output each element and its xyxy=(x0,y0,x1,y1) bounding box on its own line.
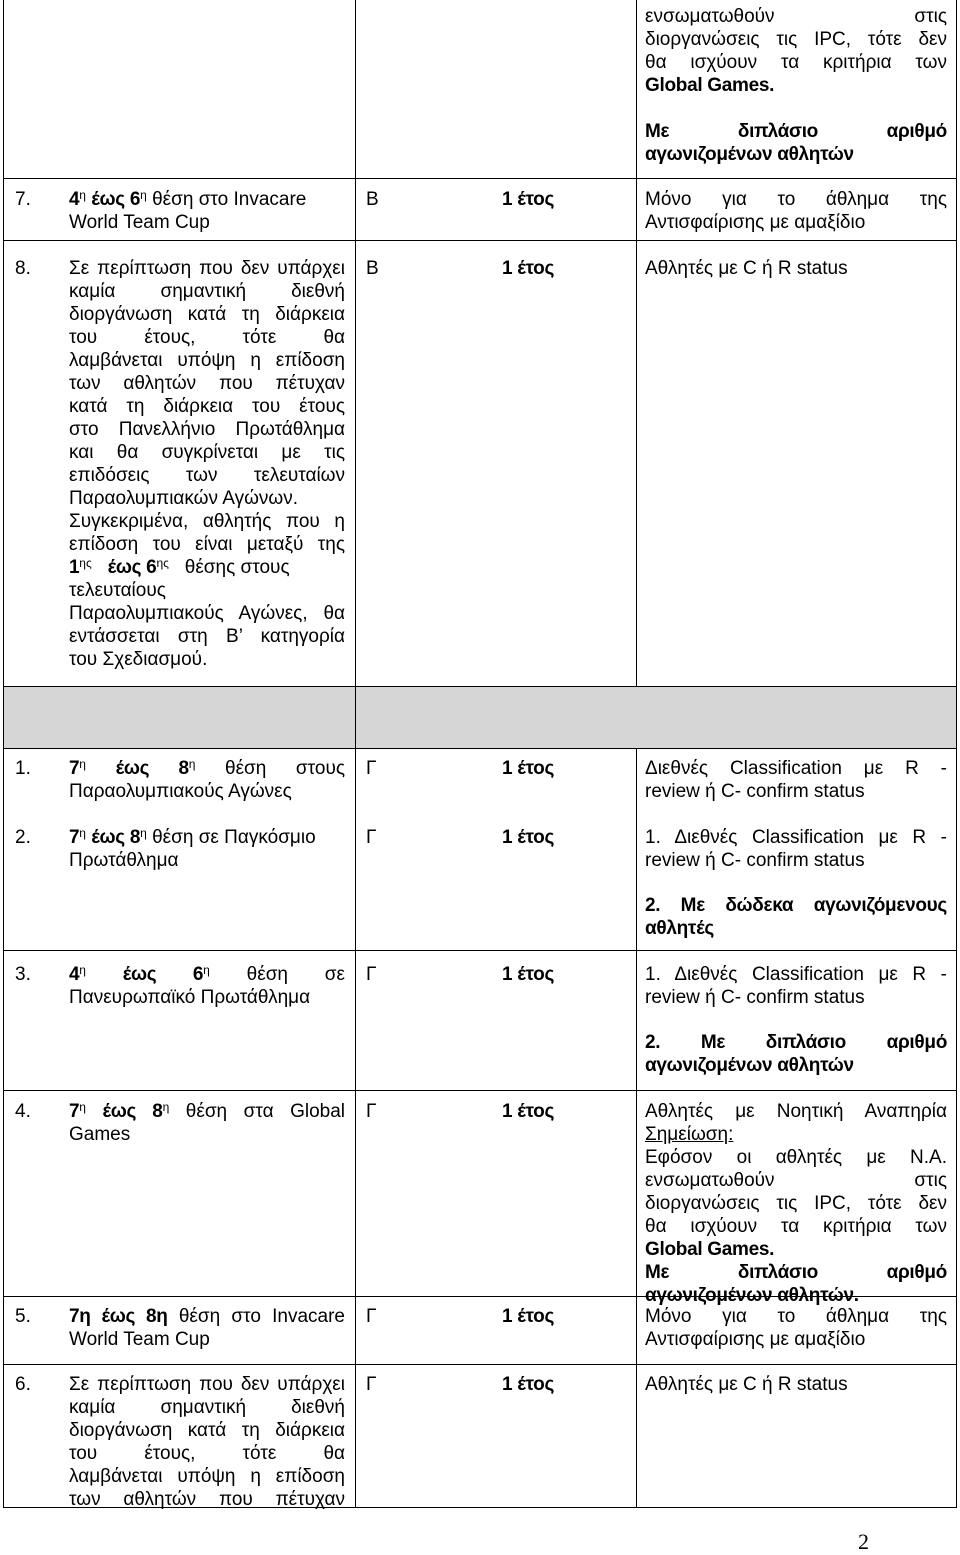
category-cell: Β xyxy=(366,258,379,279)
duration-cell: 1 έτος xyxy=(502,964,555,985)
criterion-line: των αθλητών που πέτυχαν xyxy=(69,1489,345,1510)
notes-line: 1. Διεθνές Classification με R - xyxy=(645,827,947,848)
row-divider xyxy=(3,240,957,241)
category-cell: Γ xyxy=(366,964,377,985)
criterion-line: Παραολυμπιακούς Αγώνες, θα xyxy=(69,603,345,624)
notes-line: 1. Διεθνές Classification με R - xyxy=(645,964,947,985)
criterion-bold: 7 xyxy=(69,827,80,848)
superscript: η xyxy=(203,963,210,977)
duration-cell: 1 έτος xyxy=(502,758,555,779)
criterion-text xyxy=(69,1305,345,1328)
section-separator-band xyxy=(4,686,956,748)
duration-cell: 1 έτος xyxy=(502,827,555,848)
notes-line: διοργανώσεις τις IPC, τότε δεν xyxy=(645,29,947,50)
criterion-line: καμία σημαντική διεθνή xyxy=(69,1397,345,1418)
criterion-bold: 1 xyxy=(69,557,80,578)
notes-line: review ή C- confirm status xyxy=(645,850,865,871)
criterion-line: του έτους, τότε θα xyxy=(69,327,345,348)
notes-line: αγωνιζομένων αθλητών xyxy=(645,1055,854,1076)
criterion-text xyxy=(69,188,345,211)
notes-line: Αθλητές με C ή R status xyxy=(645,258,848,279)
row-number: 1. xyxy=(15,758,31,779)
row-divider xyxy=(3,950,957,951)
duration-cell: 1 έτος xyxy=(502,1101,555,1122)
criterion-line: World Team Cup xyxy=(69,212,210,233)
criterion-bold: 7 xyxy=(69,1101,80,1122)
note-label: Σημείωση: xyxy=(645,1124,734,1145)
criterion-plain: θέση σε Παγκόσμιο xyxy=(152,827,316,848)
notes-line: αθλητές xyxy=(645,918,714,939)
notes-line: αγωνιζομένων αθλητών. xyxy=(645,1285,859,1306)
criterion-line: κατά τη διάρκεια του έτους xyxy=(69,396,345,417)
notes-line: ενσωματωθούν στις xyxy=(645,1170,947,1191)
duration-cell: 1 έτος xyxy=(502,189,555,210)
criterion-text xyxy=(69,963,345,986)
column-divider-criterion xyxy=(355,0,356,1508)
row-divider xyxy=(3,748,957,749)
notes-line: Αθλητές με Νοητική Αναπηρία xyxy=(645,1101,947,1122)
column-divider-notes xyxy=(636,0,637,686)
notes-line: Αντισφαίρισης με αμαξίδιο xyxy=(645,1329,866,1350)
criterion-bold: έως 6 xyxy=(107,557,157,578)
superscript: η xyxy=(79,188,86,202)
superscript: η xyxy=(188,757,196,771)
notes-line: 2. Με δώδεκα αγωνιζόμενους xyxy=(645,895,947,916)
notes-line: 2. Με διπλάσιο αριθμό xyxy=(645,1032,947,1053)
row-divider xyxy=(3,1090,957,1091)
criterion-plain: θέση στα Global xyxy=(185,1101,346,1122)
criterion-line: του Σχεδιασμού. xyxy=(69,649,208,670)
criterion-line: Σε περίπτωση που δεν υπάρχει xyxy=(69,1374,345,1395)
criterion-text xyxy=(69,1100,345,1123)
superscript: η xyxy=(140,188,147,202)
criterion-bold: έως 6 xyxy=(91,189,141,210)
criterion-line: επίδοση του είναι μεταξύ της xyxy=(69,534,345,555)
criterion-line: του έτους, τότε θα xyxy=(69,1443,345,1464)
criterion-line: επιδόσεις των τελευταίων xyxy=(69,465,345,486)
notes-line: review ή C- confirm status xyxy=(645,987,865,1008)
criterion-bold: έως 8 xyxy=(91,827,141,848)
row-number: 5. xyxy=(15,1306,31,1327)
criterion-bold: έως 8 xyxy=(102,1101,163,1122)
criterion-line: στο Πανελλήνιο Πρωτάθλημα xyxy=(69,419,345,440)
criterion-bold: έως 8 xyxy=(115,758,189,779)
criterion-line: και θα συγκρίνεται με τις xyxy=(69,442,345,463)
criterion-line: Σε περίπτωση που δεν υπάρχει xyxy=(69,258,345,279)
notes-line: Αθλητές με C ή R status xyxy=(645,1374,848,1395)
notes-line: ενσωματωθούν στις xyxy=(645,6,947,27)
criterion-line: Συγκεκριμένα, αθλητής που η xyxy=(69,511,345,532)
row-divider xyxy=(3,686,957,687)
notes-line: Global Games. xyxy=(645,75,775,96)
notes-line: θα ισχύουν τα κριτήρια των xyxy=(645,1216,947,1237)
notes-line: Με διπλάσιο αριθμό xyxy=(645,121,947,142)
notes-line: review ή C- confirm status xyxy=(645,781,865,802)
row-number: 3. xyxy=(15,964,31,985)
criterion-line: καμία σημαντική διεθνή xyxy=(69,281,345,302)
superscript: η xyxy=(162,1100,170,1114)
row-number: 2. xyxy=(15,827,31,848)
row-number: 7. xyxy=(15,189,31,210)
criterion-text xyxy=(69,826,316,849)
page-number: 2 xyxy=(858,1529,869,1554)
notes-line: Μόνο για το άθλημα της xyxy=(645,189,947,210)
criterion-bold: 7η έως 8η xyxy=(69,1306,168,1327)
criterion-plain: θέση στο Invacare xyxy=(152,189,307,210)
criterion-line: Games xyxy=(69,1124,131,1145)
superscript: ης xyxy=(79,556,92,570)
criterion-line: λαμβάνεται υπόψη η επίδοση xyxy=(69,350,345,371)
criterion-plain: θέση στο Invacare xyxy=(178,1306,346,1327)
notes-line: θα ισχύουν τα κριτήρια των xyxy=(645,52,947,73)
criterion-plain: θέσης στους xyxy=(184,557,290,578)
superscript: η xyxy=(79,1100,86,1114)
criterion-line: Παραολυμπιακών Αγώνων. xyxy=(69,488,299,509)
criterion-line: διοργάνωση κατά τη διάρκεια xyxy=(69,1420,345,1441)
superscript: ης xyxy=(156,556,169,570)
notes-line: Μόνο για το άθλημα της xyxy=(645,1306,947,1327)
criterion-line: Παραολυμπιακούς Αγώνες xyxy=(69,781,292,802)
category-cell: Γ xyxy=(366,1306,377,1327)
criterion-line: Πρωτάθλημα xyxy=(69,850,179,871)
column-divider-notes xyxy=(636,748,637,1508)
criterion-text xyxy=(69,757,345,780)
category-cell: Β xyxy=(366,189,379,210)
notes-line: αγωνιζομένων αθλητών xyxy=(645,144,854,165)
criterion-line: λαμβάνεται υπόψη η επίδοση xyxy=(69,1466,345,1487)
row-number: 4. xyxy=(15,1101,31,1122)
criterion-line: εντάσσεται στη Β’ κατηγορία xyxy=(69,626,345,647)
criterion-plain: θέση στους xyxy=(225,758,346,779)
notes-line: Εφόσον οι αθλητές με Ν.Α. xyxy=(645,1147,947,1168)
superscript: η xyxy=(140,826,147,840)
criterion-bold: έως 6 xyxy=(122,964,204,985)
criterion-bold: 7 xyxy=(69,758,80,779)
superscript: η xyxy=(79,826,86,840)
criterion-line: των αθλητών που πέτυχαν xyxy=(69,373,345,394)
notes-line: Με διπλάσιο αριθμό xyxy=(645,1262,947,1283)
row-number: 8. xyxy=(15,258,31,279)
duration-cell: 1 έτος xyxy=(502,258,555,279)
superscript: η xyxy=(79,757,86,771)
duration-cell: 1 έτος xyxy=(502,1306,555,1327)
criterion-bold: 4 xyxy=(69,964,80,985)
category-cell: Γ xyxy=(366,758,377,779)
criterion-plain: θέση σε xyxy=(246,964,346,985)
criterion-line: World Team Cup xyxy=(69,1329,210,1350)
criterion-line: διοργάνωση κατά τη διάρκεια xyxy=(69,304,345,325)
criterion-line: Πανευρωπαϊκό Πρωτάθλημα xyxy=(69,987,311,1008)
category-cell: Γ xyxy=(366,827,377,848)
row-divider xyxy=(3,178,957,179)
category-cell: Γ xyxy=(366,1374,377,1395)
criterion-line xyxy=(69,556,345,579)
criterion-line: τελευταίους xyxy=(69,580,166,601)
row-divider xyxy=(3,1364,957,1365)
criterion-bold: 4 xyxy=(69,189,80,210)
notes-line: Διεθνές Classification με R - xyxy=(645,758,947,779)
row-number: 6. xyxy=(15,1374,31,1395)
category-cell: Γ xyxy=(366,1101,377,1122)
notes-line: διοργανώσεις τις IPC, τότε δεν xyxy=(645,1193,947,1214)
notes-line: Αντισφαίρισης με αμαξίδιο xyxy=(645,212,866,233)
notes-line: Global Games. xyxy=(645,1239,775,1260)
duration-cell: 1 έτος xyxy=(502,1374,555,1395)
superscript: η xyxy=(79,963,86,977)
